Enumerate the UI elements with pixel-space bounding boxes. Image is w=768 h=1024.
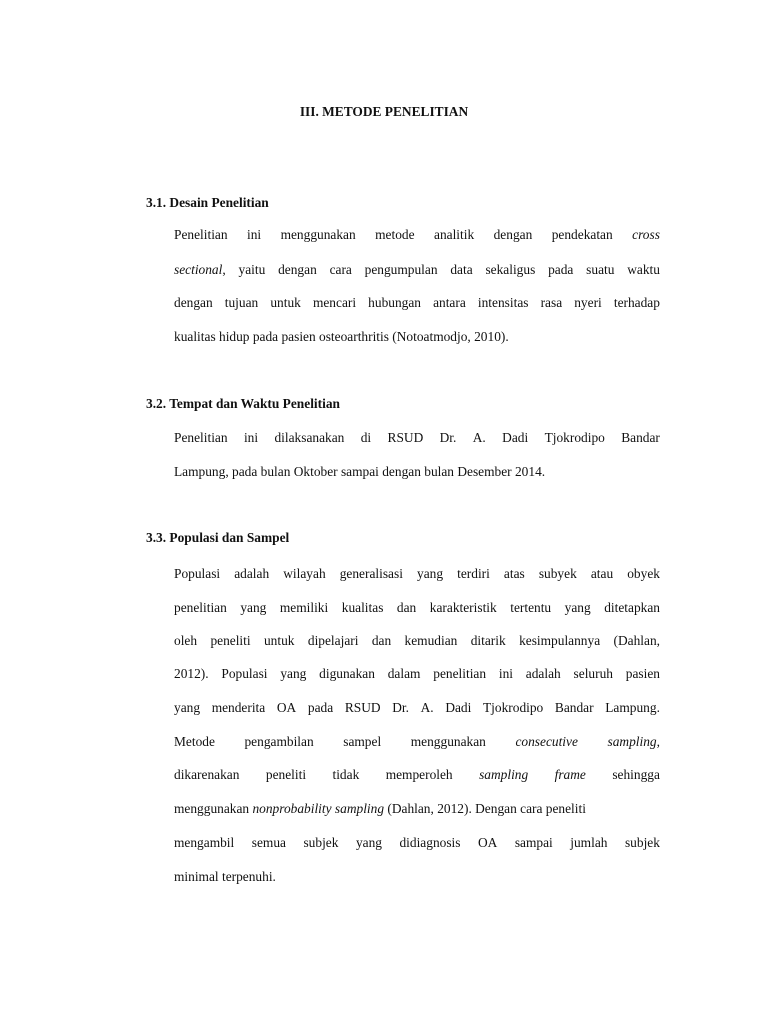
- word: menggunakan: [410, 734, 486, 749]
- word: yang: [240, 600, 267, 615]
- word: ini: [243, 430, 259, 445]
- word: subjek: [303, 835, 339, 850]
- word: digunakan: [319, 666, 375, 681]
- word: dengan: [493, 227, 533, 242]
- word: sampai: [514, 835, 553, 850]
- word: tertentu: [510, 600, 552, 615]
- paragraph-line: [174, 665, 660, 683]
- word: tidak: [332, 767, 360, 782]
- word: seluruh: [573, 666, 613, 681]
- word: A.: [420, 700, 434, 715]
- word: yang: [174, 700, 201, 715]
- paragraph-line: minimal terpenuhi.: [174, 869, 276, 884]
- word: subyek: [538, 566, 577, 581]
- word: semua: [251, 835, 286, 850]
- word: sekaligus: [485, 262, 536, 277]
- word: suatu: [586, 262, 615, 277]
- word: generalisasi: [339, 566, 403, 581]
- word: peneliti: [265, 767, 307, 782]
- word: RSUD: [387, 430, 424, 445]
- word: Penelitian: [174, 430, 228, 445]
- word: 2012).: [174, 666, 209, 681]
- word: adalah: [525, 666, 561, 681]
- word: untuk: [270, 295, 301, 310]
- word: pengambilan: [244, 734, 314, 749]
- word: data: [450, 262, 473, 277]
- word: dan: [371, 633, 392, 648]
- word: Tjokrodipo: [544, 430, 605, 445]
- paragraph-line: Lampung, pada bulan Oktober sampai dengan bulan Desember 2014.: [174, 464, 546, 479]
- word: Penelitian: [174, 227, 228, 242]
- word: Metode: [174, 734, 215, 749]
- word: OA: [276, 700, 297, 715]
- italic-term: sampling: [607, 734, 657, 749]
- word: pada: [307, 700, 334, 715]
- word: ini: [498, 666, 513, 681]
- paragraph-line: [174, 294, 660, 312]
- word: memperoleh: [385, 767, 453, 782]
- punctuation: ,: [656, 734, 660, 749]
- word: Bandar: [621, 430, 660, 445]
- text-run: menggunakan: [174, 801, 253, 816]
- word: yang: [417, 566, 444, 581]
- word: Populasi: [174, 566, 221, 581]
- paragraph-line: [174, 632, 660, 650]
- word: kesimpulannya: [519, 633, 601, 648]
- word: analitik: [434, 227, 475, 242]
- word: ditarik: [470, 633, 506, 648]
- word: pengumpulan: [364, 262, 438, 277]
- word: Dr.: [439, 430, 457, 445]
- word: kualitas: [341, 600, 384, 615]
- paragraph-line: kualitas hidup pada pasien osteoarthritis (Notoatmodjo, 2010).: [174, 329, 509, 344]
- word: pendekatan: [551, 227, 613, 242]
- word: peneliti: [210, 633, 251, 648]
- word: mencari: [312, 295, 357, 310]
- word: pasien: [625, 666, 660, 681]
- word: dengan: [174, 295, 213, 310]
- word: RSUD: [344, 700, 381, 715]
- word: yang: [355, 835, 382, 850]
- word: sehingga: [612, 767, 660, 782]
- word: dikarenakan: [174, 767, 240, 782]
- word: penelitian: [433, 666, 487, 681]
- word: intensitas: [477, 295, 529, 310]
- italic-term: sectional: [174, 262, 223, 277]
- word: (Dahlan,: [613, 633, 660, 648]
- word: yang: [280, 666, 307, 681]
- word: antara: [433, 295, 466, 310]
- punctuation: ,: [222, 262, 226, 277]
- word: ditetapkan: [604, 600, 660, 615]
- word: atau: [590, 566, 614, 581]
- word: jumlah: [570, 835, 608, 850]
- paragraph-line: [174, 226, 660, 244]
- word: memiliki: [279, 600, 329, 615]
- word: karakteristik: [429, 600, 497, 615]
- word: Dadi: [502, 430, 529, 445]
- paragraph-line: [174, 800, 660, 818]
- italic-term: sampling: [479, 767, 529, 782]
- word: Lampung.: [605, 700, 660, 715]
- word: atas: [503, 566, 525, 581]
- word: sampel: [343, 734, 382, 749]
- word: untuk: [263, 633, 295, 648]
- word: Populasi: [221, 666, 268, 681]
- word: menderita: [211, 700, 266, 715]
- paragraph-line: [174, 261, 660, 279]
- section-heading-3-3: 3.3. Populasi dan Sampel: [146, 530, 290, 545]
- word: dan: [396, 600, 417, 615]
- word: mengambil: [174, 835, 235, 850]
- word: tujuan: [224, 295, 259, 310]
- word: OA: [477, 835, 498, 850]
- word: Tjokrodipo: [483, 700, 544, 715]
- word: obyek: [627, 566, 660, 581]
- chapter-title: III. METODE PENELITIAN: [299, 104, 469, 119]
- word: dilaksanakan: [274, 430, 345, 445]
- paragraph-line: [174, 766, 660, 784]
- paragraph-line: [174, 733, 660, 751]
- italic-term: frame: [554, 767, 586, 782]
- word: Bandar: [554, 700, 594, 715]
- section-heading-3-1: 3.1. Desain Penelitian: [146, 195, 269, 210]
- word: di: [360, 430, 372, 445]
- word: terhadap: [613, 295, 660, 310]
- paragraph-line: [174, 599, 660, 617]
- word: terdiri: [457, 566, 490, 581]
- word: nyeri: [574, 295, 602, 310]
- italic-term: consecutive: [515, 734, 578, 749]
- paragraph-line: [174, 834, 660, 852]
- word: Dr.: [392, 700, 409, 715]
- word: hubungan: [368, 295, 421, 310]
- word: rasa: [540, 295, 563, 310]
- word: pada: [548, 262, 574, 277]
- paragraph-line: [174, 699, 660, 717]
- italic-term: nonprobability sampling: [252, 801, 385, 816]
- word: yaitu: [238, 262, 266, 277]
- paragraph-line: [174, 565, 660, 583]
- word: A.: [472, 430, 486, 445]
- word: cara: [329, 262, 352, 277]
- word: Dadi: [445, 700, 472, 715]
- word: kemudian: [404, 633, 458, 648]
- word: dalam: [387, 666, 421, 681]
- paragraph-line: [174, 429, 660, 447]
- word: penelitian: [174, 600, 227, 615]
- word: subjek: [624, 835, 660, 850]
- word-group: [174, 261, 226, 279]
- word: metode: [375, 227, 415, 242]
- italic-term: cross: [632, 227, 660, 242]
- text-run: (Dahlan, 2012). Dengan cara peneliti: [384, 801, 586, 816]
- word: waktu: [627, 262, 660, 277]
- word: dengan: [278, 262, 317, 277]
- word: menggunakan: [280, 227, 356, 242]
- word: ini: [247, 227, 262, 242]
- word: adalah: [234, 566, 270, 581]
- word-group: [608, 733, 660, 751]
- word: yang: [564, 600, 591, 615]
- section-heading-3-2: 3.2. Tempat dan Waktu Penelitian: [146, 396, 340, 411]
- word: oleh: [174, 633, 198, 648]
- word: wilayah: [283, 566, 326, 581]
- word: didiagnosis: [399, 835, 461, 850]
- word: dipelajari: [307, 633, 359, 648]
